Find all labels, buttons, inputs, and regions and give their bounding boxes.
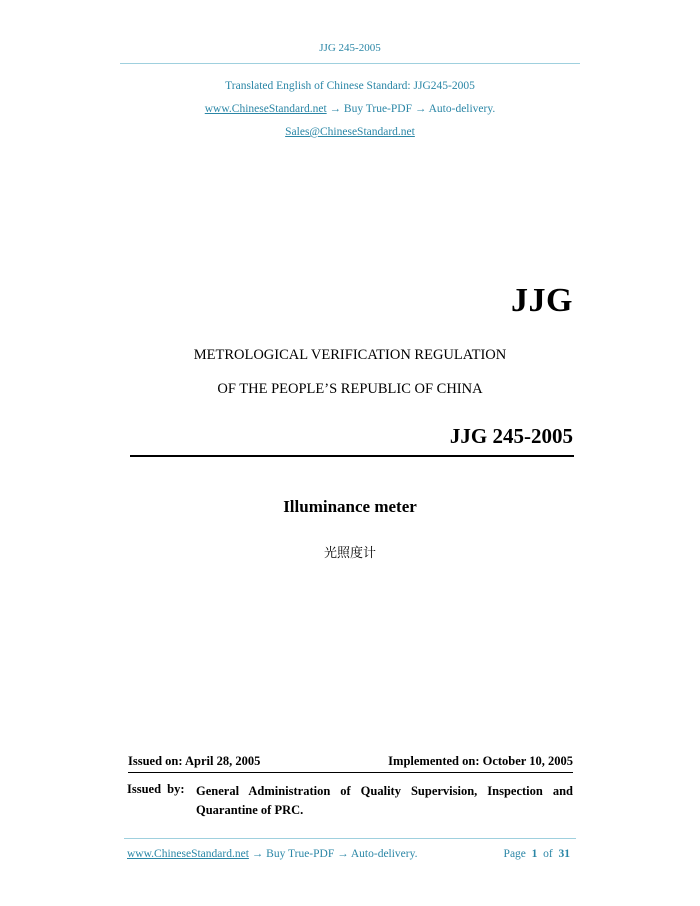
page-indicator [504, 848, 570, 860]
issued-on-date: Issued on: April 28, 2005 [128, 754, 261, 768]
chinese-title: 光照度计 [323, 546, 376, 561]
page-current: 1 [531, 848, 538, 860]
footer-site-link[interactable]: www.ChineseStandard.net [127, 848, 249, 860]
footer-divider [124, 838, 576, 839]
title-divider [130, 455, 574, 457]
issue-divider [128, 772, 573, 773]
regulation-title-line-2: OF THE PEOPLE’S REPUBLIC OF CHINA [217, 381, 483, 397]
sales-email-link[interactable]: Sales@ChineseStandard.net [285, 126, 415, 138]
implemented-on-date: Implemented on: October 10, 2005 [388, 754, 573, 768]
footer-purchase-line [127, 848, 418, 860]
issuing-authority: General Administration of Quality Supervision, Inspection and Quarantine of PRC. [196, 784, 573, 817]
page-total: 31 [558, 848, 570, 860]
header-buy-text: Buy True-PDF [343, 103, 412, 115]
standard-number: JJG 245-2005 [449, 424, 573, 448]
footer-delivery-text: Auto-delivery. [350, 848, 418, 860]
english-title: Illuminance meter [283, 497, 417, 516]
translation-note: Translated English of Chinese Standard: JJG245-2005 [225, 80, 475, 92]
header-email-line [0, 126, 700, 138]
arrow-right-icon: → [337, 848, 349, 860]
arrow-right-icon: → [329, 103, 342, 115]
page-of: of [543, 848, 553, 860]
page-label: Page [503, 848, 526, 860]
footer-buy-text: Buy True-PDF [266, 848, 335, 860]
header-divider [120, 63, 580, 64]
header-site-link[interactable]: www.ChineseStandard.net [204, 103, 327, 115]
header-purchase-line [0, 103, 700, 115]
issued-by-label: Issued by: [127, 782, 185, 796]
header-delivery-text: Auto-delivery. [428, 103, 496, 115]
header-standard-code: JJG 245-2005 [319, 42, 381, 54]
arrow-right-icon: → [414, 103, 427, 115]
regulation-title-line-1: METROLOGICAL VERIFICATION REGULATION [193, 347, 507, 363]
series-mark: JJG [511, 282, 573, 319]
arrow-right-icon: → [251, 848, 264, 860]
